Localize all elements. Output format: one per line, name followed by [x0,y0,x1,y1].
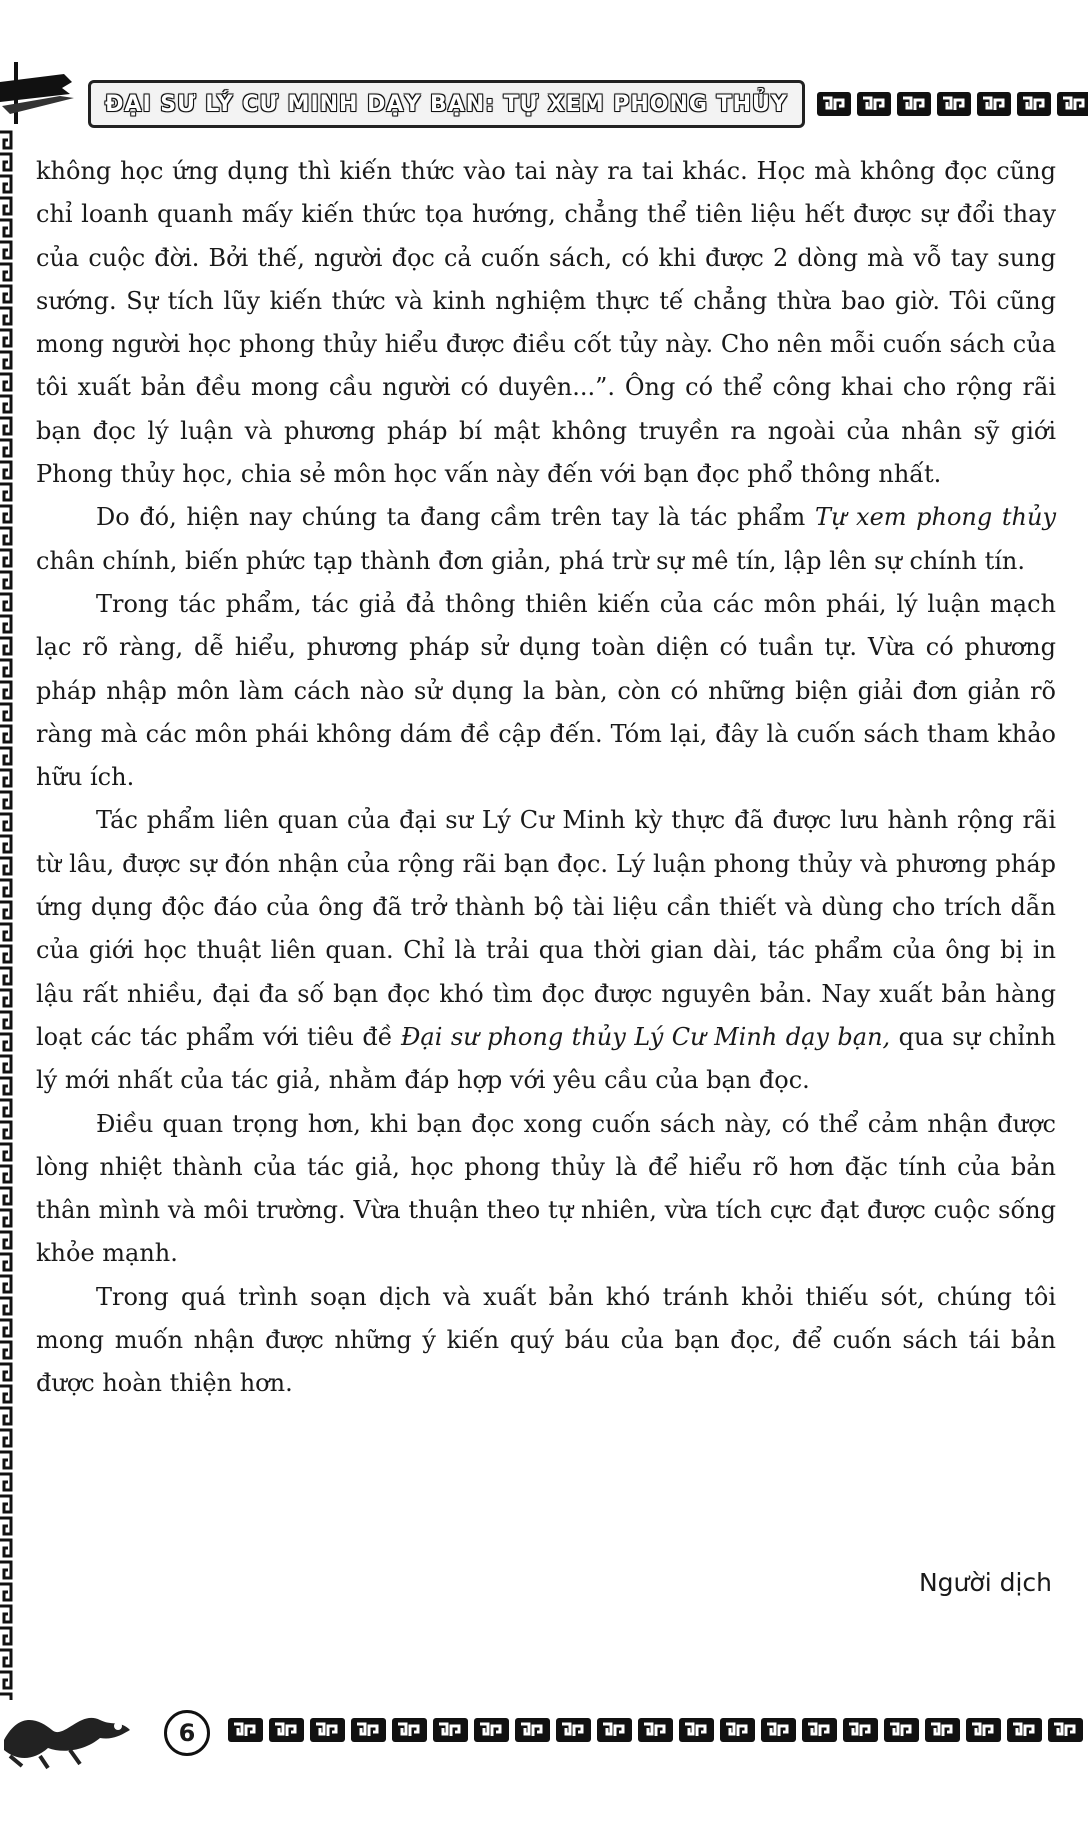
italic-title: Đại sư phong thủy Lý Cư Minh dạy bạn, [401,1022,891,1051]
text-run: chân chính, biến phức tạp thành đơn giản, phá trừ sự mê tín, lập lên sự chính tín. [36,546,1025,575]
left-border-pattern-icon [0,130,14,1700]
text-run: Trong tác phẩm, tác giả đả thông thiên kiến của các môn phái, lý luận mạch lạc rõ ràng, dễ hiểu, phương pháp sử dụng toàn diện có tuần tự. Vừa có phương pháp nhập môn làm cách nào sử dụng la bàn, còn có những biện giải đơn giản rõ ràng mà các môn phái không dám đề cập đến. Tóm lại, đây là cuốn sách tham khảo hữu ích. [36,589,1056,792]
body-text [36,150,1056,1406]
paragraph [36,496,1056,583]
page-number: 6 [164,1710,210,1756]
text-run: Tác phẩm liên quan của đại sư Lý Cư Minh kỳ thực đã được lưu hành rộng rãi từ lâu, được sự đón nhận của rộng rãi bạn đọc. Lý luận phong thủy và phương pháp ứng dụng độc đáo của ông đã trở thành bộ tài liệu cần thiết và dùng cho trích dẫn của giới học thuật liên quan. Chỉ là trải qua thời gian dài, tác phẩm của ông bị in lậu rất nhiều, đại đa số bạn đọc khó tìm đọc được nguyên bản. Nay xuất bản hàng loạt các tác phẩm với tiêu đề [36,806,1056,1051]
paragraph [36,150,1056,496]
paragraph [36,1103,1056,1276]
italic-title: Tự xem phong thủy [814,503,1056,532]
flag-ornament-icon [0,60,80,130]
page-footer [0,1690,1088,1770]
text-run: Điều quan trọng hơn, khi bạn đọc xong cuốn sách này, có thể cảm nhận được lòng nhiệt thành của tác giả, học phong thủy là để hiểu rõ hơn đặc tính của bản thân mình và môi trường. Vừa thuận theo tự nhiên, vừa tích cực đạt được cuộc sống khỏe mạnh. [36,1109,1056,1268]
translator-signature: Người dịch [918,1568,1052,1597]
text-run: qua sự chỉnh lý mới nhất của tác giả, nhằm đáp hợp với yêu cầu của bạn đọc. [36,1022,1057,1095]
paragraph [36,1276,1056,1406]
text-run: không học ứng dụng thì kiến thức vào tai này ra tai khác. Học mà không đọc cũng chỉ loanh quanh mấy kiến thức tọa hướng, chẳng thể tiên liệu hết được sự đổi thay của cuộc đời. Bởi thế, người đọc cả cuốn sách, có khi được 2 dòng mà vỗ tay sung sướng. Sự tích lũy kiến thức và kinh nghiệm thực tế chẳng thừa bao giờ. Tôi cũng mong người học phong thủy hiểu được điều cốt tủy này. Cho nên mỗi cuốn sách của tôi xuất bản đều mong cầu người có duyên...”. Ông có thể công khai cho rộng rãi bạn đọc lý luận và phương pháp bí mật không truyền ra ngoài của nhân sỹ giới Phong thủy học, chia sẻ môn học vấn này đến với bạn đọc phổ thông nhất. [36,157,1056,489]
page-header [0,40,1088,130]
greek-key-pattern-icon [815,88,1088,120]
header-title: ĐẠI SƯ LÝ CƯ MINH DẠY BẠN: TỰ XEM PHONG THỦY [88,80,805,128]
text-run: Trong quá trình soạn dịch và xuất bản khó tránh khỏi thiếu sót, chúng tôi mong muốn nhận được những ý kiến quý báu của bạn đọc, để cuốn sách tái bản được hoàn thiện hơn. [36,1282,1056,1398]
greek-key-pattern-icon [226,1715,1088,1745]
paragraph [36,583,1056,799]
dragon-ornament-icon [0,1690,150,1770]
paragraph [36,799,1056,1102]
text-run: Do đó, hiện nay chúng ta đang cầm trên tay là tác phẩm [96,503,815,532]
